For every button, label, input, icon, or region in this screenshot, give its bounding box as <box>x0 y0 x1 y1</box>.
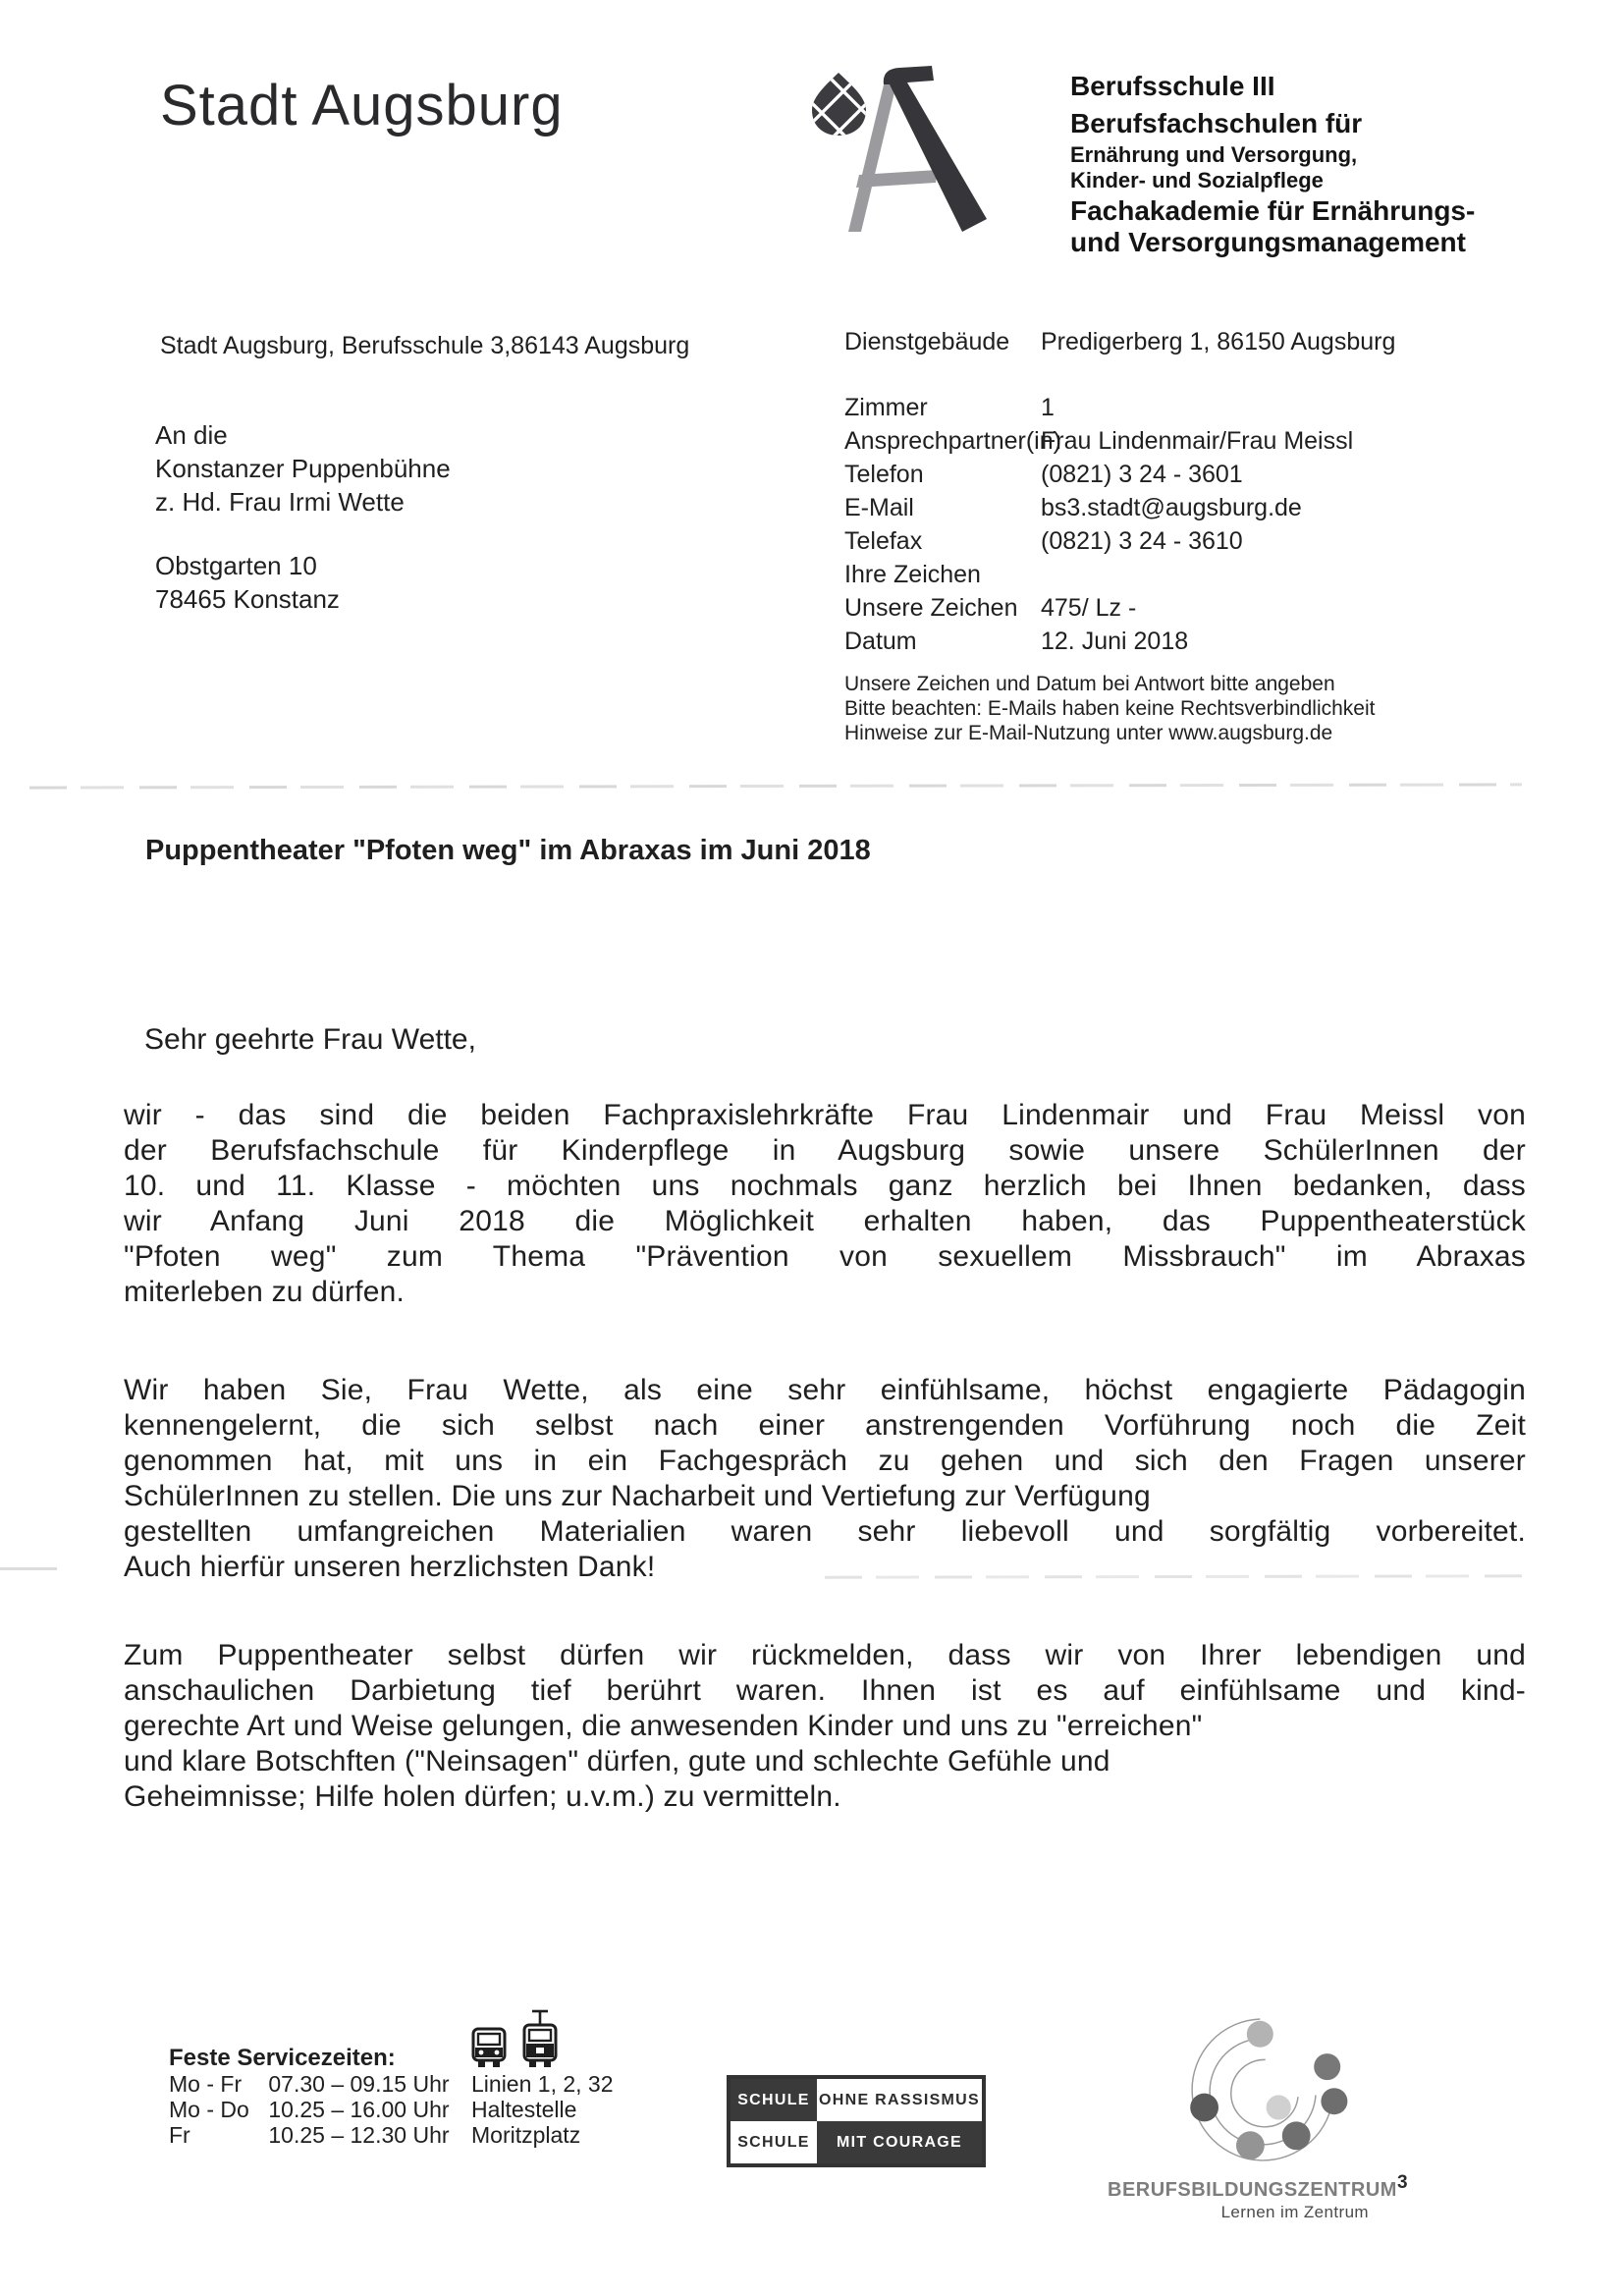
service-time: 07.30 – 09.15 Uhr <box>268 2071 450 2097</box>
service-row <box>169 2122 450 2148</box>
recipient-line: z. Hd. Frau Irmi Wette <box>155 487 405 517</box>
contact-value: (0821) 3 24 - 3601 <box>1041 461 1243 488</box>
service-hours-title: Feste Servicezeiten: <box>169 2045 396 2071</box>
tram-icon <box>524 2011 556 2067</box>
contact-row <box>844 561 1532 589</box>
body-line: anschaulichen Darbietung tief berührt waren. Ihnen ist es auf einfühlsame und kind- <box>124 1674 1526 1707</box>
transit-icons <box>470 2009 559 2072</box>
contact-row <box>844 461 1532 489</box>
contact-row <box>844 427 1532 456</box>
note-line: Hinweise zur E-Mail-Nutzung unter www.augsburg.de <box>844 722 1333 744</box>
paragraph-2 <box>124 1373 1526 1585</box>
bbz-exponent: 3 <box>1396 2172 1408 2193</box>
badge-cell: SCHULE <box>731 2079 817 2121</box>
salutation: Sehr geehrte Frau Wette, <box>144 1023 476 1056</box>
body-line: SchülerInnen zu stellen. Die uns zur Nacharbeit und Vertiefung zur Verfügung <box>124 1480 1151 1512</box>
bbz-name <box>1108 2172 1408 2202</box>
note-line: Unsere Zeichen und Datum bei Antwort bitte angeben <box>844 673 1335 695</box>
org-line: Berufsschule III <box>1070 71 1275 101</box>
bbz-wordmark <box>1108 2172 1408 2222</box>
scan-artifact-line <box>29 783 1522 789</box>
org-line: und Versorgungsmanagement <box>1070 227 1466 257</box>
body-line: 10. und 11. Klasse - möchten uns nochmals ganz herzlich bei Ihnen bedanken, dass <box>124 1170 1526 1202</box>
contact-row <box>844 527 1532 556</box>
contact-label: Datum <box>844 628 917 655</box>
body-line: der Berufsfachschule für Kinderpflege in Augsburg sowie unsere SchülerInnen der <box>124 1134 1526 1167</box>
body-line: und klare Botschften ("Neinsagen" dürfen, gute und schlechte Gefühle und <box>124 1745 1110 1777</box>
org-line: Berufsfachschulen für <box>1070 108 1363 138</box>
transit-line: Linien 1, 2, 32 <box>471 2071 614 2097</box>
service-days: Mo - Do <box>169 2097 249 2122</box>
bbz-name-text: BERUFSBILDUNGSZENTRUM <box>1108 2179 1397 2201</box>
contact-label: Ansprechpartner(in) <box>844 427 1061 455</box>
body-line: genommen hat, mit uns in ein Fachgespräch zu gehen und sich den Fragen unserer <box>124 1445 1526 1477</box>
bbz-spiral-icon <box>1174 2001 1351 2178</box>
badge-cell: SCHULE <box>731 2121 817 2163</box>
schule-ohne-rassismus-badge <box>727 2075 986 2167</box>
contact-value: (0821) 3 24 - 3610 <box>1041 527 1243 555</box>
service-row <box>169 2071 450 2097</box>
transit-line: Haltestelle <box>471 2097 577 2122</box>
transit-line: Moritzplatz <box>471 2122 581 2148</box>
contact-value: bs3.stadt@augsburg.de <box>1041 494 1302 521</box>
org-line: Ernährung und Versorgung, <box>1070 142 1358 167</box>
contact-value: 12. Juni 2018 <box>1041 628 1189 655</box>
augsburg-school-logo <box>803 55 1000 242</box>
contact-value: Predigerberg 1, 86150 Augsburg <box>1041 328 1396 355</box>
body-line: Geheimnisse; Hilfe holen dürfen; u.v.m.) zu vermitteln. <box>124 1780 841 1813</box>
augsburg-a-icon <box>848 66 987 232</box>
service-time: 10.25 – 12.30 Uhr <box>268 2122 450 2148</box>
info-notes <box>844 672 1375 745</box>
bbz-tagline: Lernen im Zentrum <box>1220 2203 1369 2221</box>
recipient-address-block <box>155 418 451 616</box>
transit-info <box>471 2071 614 2148</box>
badge-cell: OHNE RASSISMUS <box>817 2079 982 2121</box>
org-line: Fachakademie für Ernährungs- <box>1070 195 1476 226</box>
org-name-block <box>1070 71 1475 258</box>
contact-value: 475/ Lz - <box>1041 594 1137 622</box>
scan-artifact-mark <box>0 1567 57 1570</box>
return-address-line: Stadt Augsburg, Berufsschule 3,86143 Augsburg <box>160 332 690 359</box>
body-line: Wir haben Sie, Frau Wette, als eine sehr einfühlsame, höchst engagierte Pädagogin <box>124 1374 1526 1406</box>
contact-label: Telefon <box>844 461 924 488</box>
recipient-line: Konstanzer Puppenbühne <box>155 454 451 483</box>
contact-label: Unsere Zeichen <box>844 594 1018 622</box>
contact-row <box>844 394 1532 422</box>
contact-label: Telefax <box>844 527 923 555</box>
body-line: wir - das sind die beiden Fachpraxislehrkräfte Frau Lindenmair und Frau Meissl von <box>124 1099 1526 1131</box>
contact-row <box>844 494 1532 522</box>
contact-label: E-Mail <box>844 494 914 521</box>
body-line: gestellten umfangreichen Materialien waren sehr liebevoll und sorgfältig vorbereitet. <box>124 1515 1526 1548</box>
service-days: Mo - Fr <box>169 2071 243 2097</box>
bus-icon <box>473 2029 505 2067</box>
note-line: Bitte beachten: E-Mails haben keine Rechtsverbindlichkeit <box>844 697 1376 720</box>
recipient-line: 78465 Konstanz <box>155 584 340 614</box>
contact-row <box>844 328 1532 356</box>
body-line: wir Anfang Juni 2018 die Möglichkeit erhalten haben, das Puppentheaterstück <box>124 1205 1526 1237</box>
service-days: Fr <box>169 2122 190 2148</box>
recipient-line: Obstgarten 10 <box>155 551 317 580</box>
body-line: Auch hierfür unseren herzlichsten Dank! <box>124 1551 656 1583</box>
sender-city-title: Stadt Augsburg <box>160 74 564 137</box>
body-line: gerechte Art und Weise gelungen, die anwesenden Kinder und uns zu "erreichen" <box>124 1710 1203 1742</box>
service-time: 10.25 – 16.00 Uhr <box>268 2097 450 2122</box>
contact-label: Ihre Zeichen <box>844 561 981 588</box>
org-line: Kinder- und Sozialpflege <box>1070 168 1324 192</box>
body-line: kennengelernt, die sich selbst nach einer anstrengenden Vorführung noch die Zeit <box>124 1409 1526 1442</box>
contact-label: Dienstgebäude <box>844 328 1010 355</box>
contact-label: Zimmer <box>844 394 928 421</box>
body-line: miterleben zu dürfen. <box>124 1276 406 1308</box>
contact-value: Frau Lindenmair/Frau Meissl <box>1041 427 1354 455</box>
contact-row <box>844 594 1532 623</box>
service-row <box>169 2097 450 2122</box>
paragraph-1 <box>124 1098 1526 1310</box>
contact-value: 1 <box>1041 394 1055 421</box>
subject-line: Puppentheater "Pfoten weg" im Abraxas im Juni 2018 <box>145 835 871 866</box>
recipient-line: An die <box>155 420 228 450</box>
body-line: "Pfoten weg" zum Thema "Prävention von sexuellem Missbrauch" im Abraxas <box>124 1240 1526 1273</box>
paragraph-3 <box>124 1638 1526 1815</box>
body-line: Zum Puppentheater selbst dürfen wir rückmelden, dass wir von Ihrer lebendigen und <box>124 1639 1526 1671</box>
contact-row <box>844 628 1532 656</box>
service-hours-table <box>169 2071 450 2148</box>
badge-cell: MIT COURAGE <box>817 2121 982 2163</box>
